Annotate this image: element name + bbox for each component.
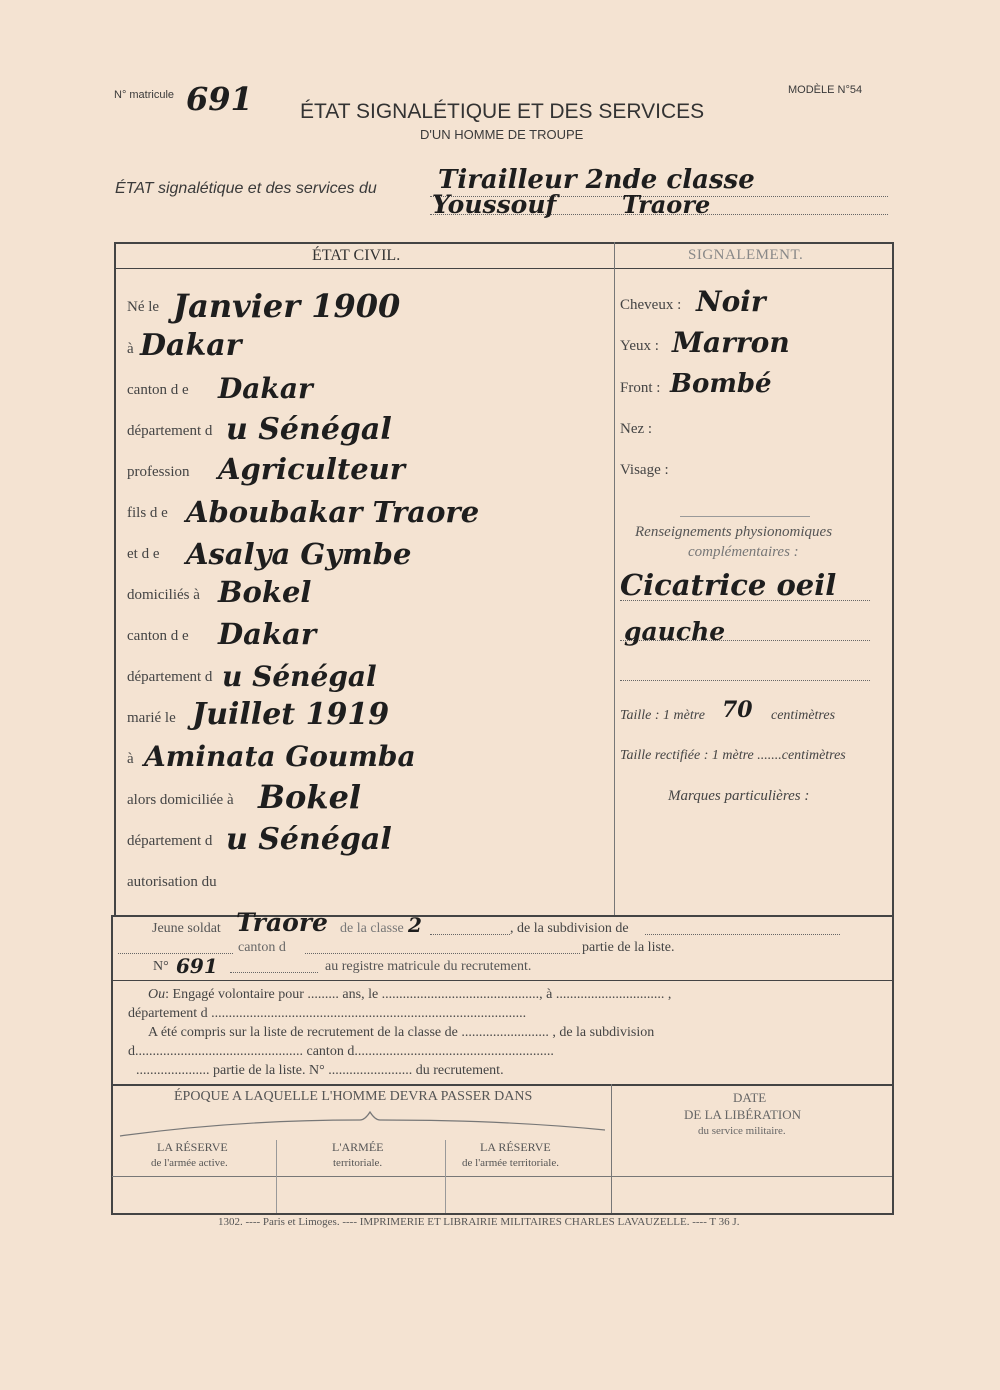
frame-right: [892, 242, 894, 1215]
nose-label: Nez :: [620, 421, 653, 437]
profession-value: Agriculteur: [218, 452, 406, 486]
subdivision-dots: [645, 934, 840, 935]
departement-3-value: u Sénégal: [226, 822, 392, 857]
mother-value: Asalya Gymbe: [186, 537, 412, 571]
canton-label-2: canton d: [238, 940, 286, 955]
marques-label: Marques particulières :: [668, 788, 810, 804]
engage-ou: Ou: [148, 987, 166, 1002]
registre-label: au registre matricule du recrutement.: [325, 959, 532, 974]
classe-value: 2: [408, 913, 422, 937]
hair-value: Noir: [696, 285, 766, 318]
engage-line-5: ..................... partie de la liste. N° ........................ du recrutement.: [136, 1063, 504, 1078]
epoque-col-divider-2: [445, 1140, 446, 1213]
domicile-value: Bokel: [218, 575, 312, 609]
column-divider: [614, 242, 615, 915]
frame-bottom: [111, 1213, 892, 1215]
engage-line-4: d................................................ canton d.........................................................: [128, 1044, 554, 1059]
renseignements-line-2: complémentaires :: [688, 544, 799, 560]
father-value: Aboubakar Traore: [186, 495, 480, 529]
classe-label: de la classe: [340, 921, 404, 936]
engage-bottom: [112, 1084, 892, 1086]
jeune-soldat-name: Traore: [236, 908, 328, 937]
page-subtitle: D'UN HOMME DE TROUPE: [420, 127, 584, 142]
complement-value-2: gauche: [624, 617, 726, 646]
engage-line-1-text: : Engagé volontaire pour ......... ans, le ............................................., à ............................... ,: [165, 987, 672, 1002]
profession-label: profession: [127, 464, 190, 480]
height-value: 70: [722, 697, 753, 723]
birthplace-value: Dakar: [140, 328, 242, 363]
epoque-col-divider-1: [276, 1140, 277, 1213]
renseignements-rule: [680, 516, 810, 517]
epoque-col-1-title: LA RÉSERVE: [157, 1140, 228, 1154]
etat-civil-heading: ÉTAT CIVIL.: [312, 247, 401, 264]
canton-value: Dakar: [218, 372, 313, 405]
modele-number: MODÈLE N°54: [788, 84, 863, 96]
departement-2-label: département d: [127, 669, 213, 685]
forehead-value: Bombé: [670, 369, 772, 399]
renseignements-line-1: Renseignements physionomiques: [635, 524, 833, 540]
printer-footer: 1302. ---- Paris et Limoges. ---- IMPRIMERIE ET LIBRAIRIE MILITAIRES CHARLES LAVAUZELLE. ---- T 36 J.: [218, 1216, 740, 1228]
engage-line-2: département d ..........................................................................................: [128, 1006, 527, 1021]
epoque-brace: [115, 1108, 610, 1142]
height-unit: centimètres: [771, 708, 836, 723]
numero-dots: [230, 972, 318, 973]
epoque-col-3-sub: de l'armée territoriale.: [462, 1157, 559, 1169]
eyes-label: Yeux :: [620, 338, 659, 354]
born-value: Janvier 1900: [173, 287, 401, 325]
face-label: Visage :: [620, 462, 669, 478]
epoque-col-2-sub: territoriale.: [333, 1157, 383, 1169]
canton-2-label: canton d e: [127, 628, 189, 644]
engage-line-3: A été compris sur la liste de recrutement de la classe de ......................... , de la subdivision: [148, 1025, 655, 1040]
jeune-soldat-label: Jeune soldat: [152, 921, 221, 936]
born-label: Né le: [127, 299, 160, 315]
heading-divider: [115, 268, 893, 269]
canton-2-value: Dakar: [218, 617, 317, 651]
spouse-label: à: [127, 751, 134, 767]
partie-label: partie de la liste.: [582, 940, 675, 955]
departement-2-value: u Sénégal: [222, 660, 377, 693]
numero-label: N°: [153, 959, 169, 974]
epoque-col-2-title: L'ARMÉE: [332, 1140, 384, 1154]
engage-line-1: [148, 987, 671, 1003]
canton-label: canton d e: [127, 382, 189, 398]
numero-value: 691: [176, 954, 218, 978]
page-title: ÉTAT SIGNALÉTIQUE ET DES SERVICES: [300, 100, 705, 123]
forehead-label: Front :: [620, 380, 661, 396]
spouse-domicile-label: alors domiciliée à: [127, 792, 234, 808]
subdivision-label: , de la subdivision de: [510, 921, 629, 936]
birthplace-label: à: [127, 341, 134, 357]
matricule-label: N° matricule: [114, 89, 175, 101]
frame-left-upper: [114, 242, 116, 917]
rank-value: Tirailleur 2nde classe: [438, 165, 755, 195]
date-divider: [611, 1084, 612, 1214]
epoque-col-1-sub: de l'armée active.: [151, 1157, 228, 1169]
matricule-value: 691: [186, 80, 253, 118]
spouse-domicile-value: Bokel: [258, 778, 362, 816]
height-label: Taille : 1 mètre: [620, 708, 705, 723]
canton-dots-right: [305, 953, 580, 954]
last-name: Traore: [622, 190, 711, 219]
date-label-1: DATE: [733, 1090, 767, 1105]
frame-top: [115, 242, 893, 244]
hair-label: Cheveux :: [620, 297, 682, 313]
signalement-heading: SIGNALEMENT.: [688, 247, 804, 263]
eyes-value: Marron: [672, 326, 790, 359]
classe-dots: [430, 934, 510, 935]
marriage-label: marié le: [127, 710, 176, 726]
marriage-value: Juillet 1919: [192, 697, 390, 732]
date-label-3: du service militaire.: [698, 1125, 786, 1137]
domicile-label: domiciliés à: [127, 587, 200, 603]
epoque-col-3-title: LA RÉSERVE: [480, 1140, 551, 1154]
autorisation-label: autorisation du: [127, 874, 217, 890]
complement-line-3: [620, 680, 870, 681]
spouse-value: Aminata Goumba: [144, 740, 416, 773]
epoque-heading: ÉPOQUE A LAQUELLE L'HOMME DEVRA PASSER DANS: [174, 1089, 533, 1104]
first-name: Youssouf: [432, 190, 557, 219]
height-corrected: Taille rectifiée : 1 mètre .......centimètres: [620, 748, 846, 763]
departement-label: département d: [127, 423, 213, 439]
date-label-2: DE LA LIBÉRATION: [684, 1107, 801, 1122]
father-label: fils d e: [127, 505, 168, 521]
complement-value-1: Cicatrice oeil: [620, 568, 837, 602]
departement-3-label: département d: [127, 833, 213, 849]
civil-bottom: [112, 915, 892, 917]
soldat-bottom: [112, 980, 892, 981]
departement-value: u Sénégal: [226, 412, 392, 447]
epoque-row-line: [112, 1176, 892, 1177]
mother-label: et d e: [127, 546, 160, 562]
frame-left-lower: [111, 915, 113, 1215]
intro-label: ÉTAT signalétique et des services du: [115, 180, 377, 197]
